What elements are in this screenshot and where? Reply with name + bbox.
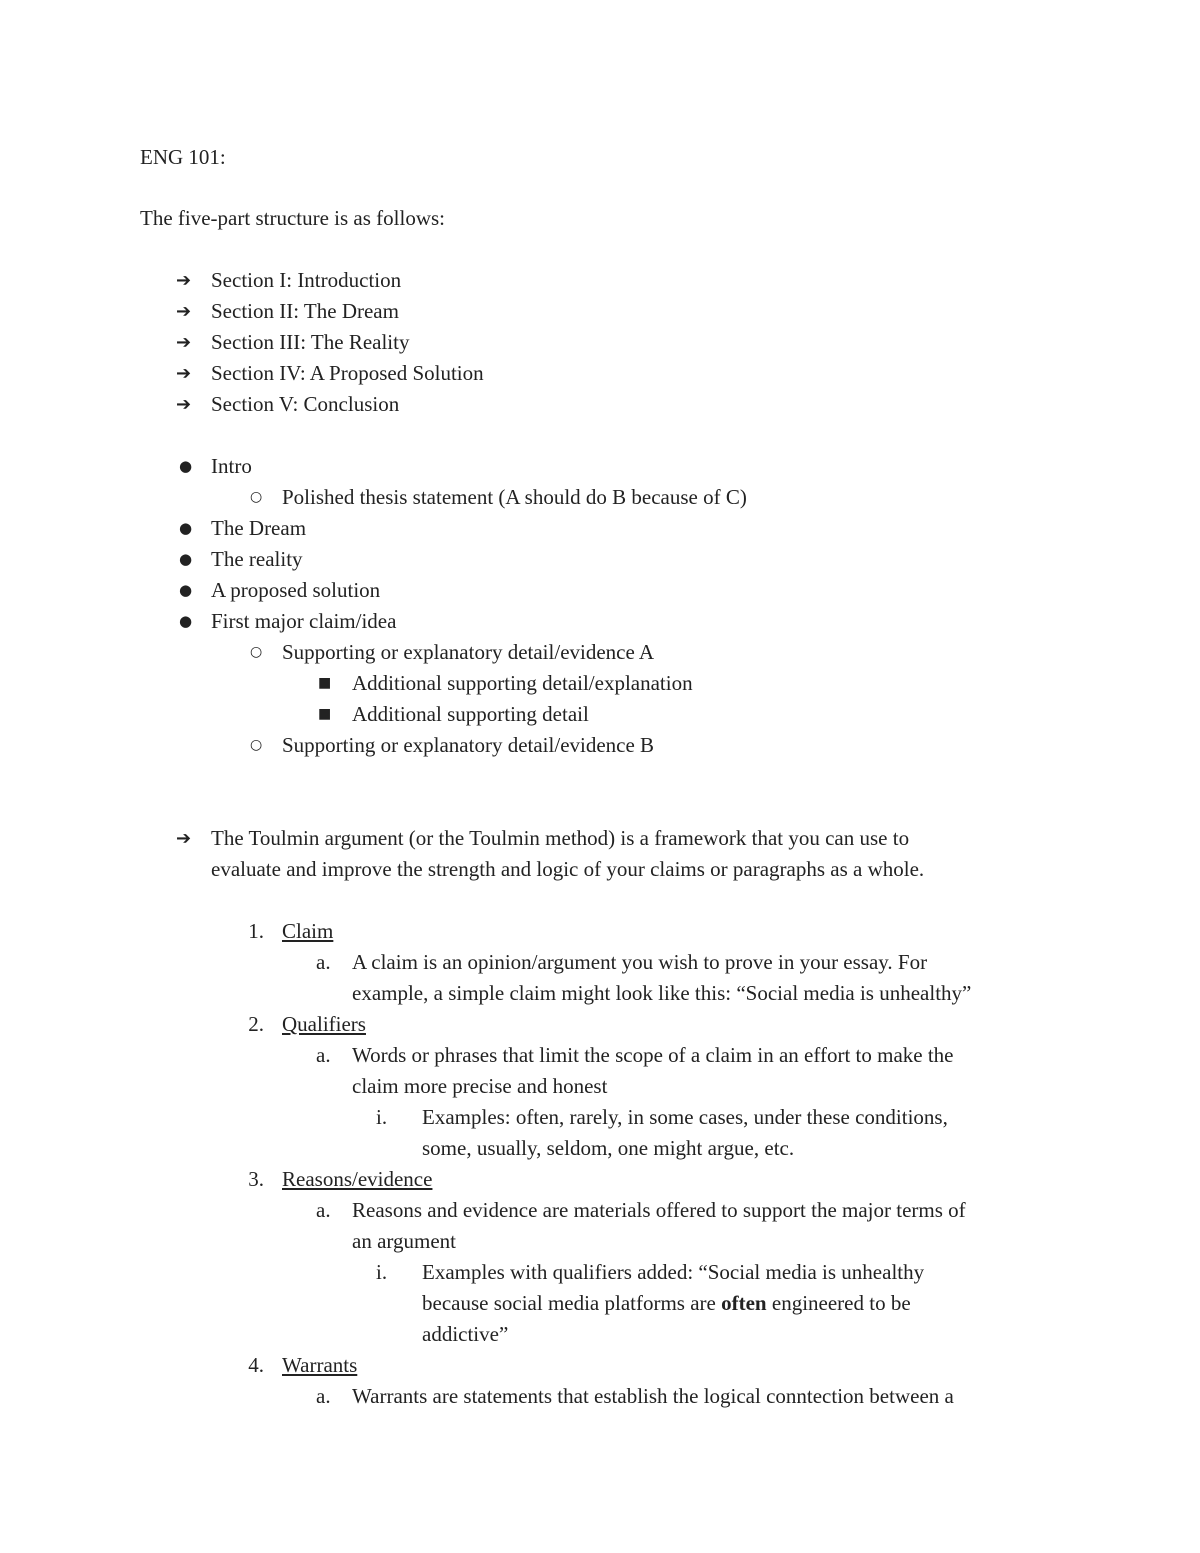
reasons-example-line-3: addictive” [422, 1322, 509, 1346]
outline-subitem-thesis: Polished thesis statement (A should do B because of C) [282, 485, 747, 509]
filled-square-bullet-icon: ■ [318, 675, 332, 691]
outline-detail-additional-1: Additional supporting detail/explanation [352, 671, 693, 695]
outline-subitem-support-b: Supporting or explanatory detail/evidence B [282, 733, 655, 757]
qualifiers-desc-line-1: Words or phrases that limit the scope of a claim in an effort to make the [352, 1043, 954, 1067]
list-number: 3. [248, 1167, 264, 1191]
list-number: 2. [248, 1012, 264, 1036]
list-roman: i. [376, 1105, 388, 1129]
list-number: 1. [248, 919, 264, 943]
filled-circle-bullet-icon: ● [179, 519, 193, 537]
reasons-desc-line-1: Reasons and evidence are materials offered to support the major terms of [352, 1198, 966, 1222]
section-item: Section V: Conclusion [211, 392, 400, 416]
outline-item-reality: The reality [211, 547, 303, 571]
section-item: Section IV: A Proposed Solution [211, 361, 484, 385]
item-title-reasons: Reasons/evidence [282, 1167, 433, 1191]
reasons-example-line-2 [422, 1288, 911, 1319]
filled-circle-bullet-icon: ● [179, 581, 193, 599]
filled-circle-bullet-icon: ● [179, 612, 193, 630]
list-letter: a. [316, 1384, 331, 1408]
toulmin-line-1: The Toulmin argument (or the Toulmin method) is a framework that you can use to [211, 826, 910, 850]
hollow-circle-bullet-icon: ○ [250, 737, 263, 753]
right-arrow-icon: ➔ [176, 270, 192, 291]
reasons-example-bold: often [721, 1291, 767, 1315]
section-item: Section III: The Reality [211, 330, 410, 354]
warrants-desc-line-1: Warrants are statements that establish the logical conntection between a [352, 1384, 954, 1408]
outline-item-first-claim: First major claim/idea [211, 609, 397, 633]
right-arrow-icon: ➔ [176, 394, 192, 415]
reasons-example-pre: because social media platforms are [422, 1291, 722, 1315]
list-letter: a. [316, 1198, 331, 1222]
outline-item-dream: The Dream [211, 516, 307, 540]
filled-circle-bullet-icon: ● [179, 550, 193, 568]
outline-item-intro: Intro [211, 454, 252, 478]
intro-line: The five-part structure is as follows: [140, 206, 445, 230]
right-arrow-icon: ➔ [176, 363, 192, 384]
document-header: ENG 101: [140, 145, 226, 169]
outline-item-solution: A proposed solution [211, 578, 381, 602]
right-arrow-icon: ➔ [176, 828, 192, 849]
item-title-qualifiers: Qualifiers [282, 1012, 366, 1036]
filled-circle-bullet-icon: ● [179, 457, 193, 475]
qualifiers-example-line-1: Examples: often, rarely, in some cases, under these conditions, [422, 1105, 948, 1129]
section-item: Section I: Introduction [211, 268, 402, 292]
toulmin-line-2: evaluate and improve the strength and logic of your claims or paragraphs as a whole. [211, 857, 925, 881]
hollow-circle-bullet-icon: ○ [250, 489, 263, 505]
outline-detail-additional-2: Additional supporting detail [352, 702, 589, 726]
qualifiers-example-line-2: some, usually, seldom, one might argue, etc. [422, 1136, 795, 1160]
reasons-desc-line-2: an argument [352, 1229, 456, 1253]
list-roman: i. [376, 1260, 388, 1284]
hollow-circle-bullet-icon: ○ [250, 644, 263, 660]
claim-desc-line-2: example, a simple claim might look like this: “Social media is unhealthy” [352, 981, 972, 1005]
outline-subitem-support-a: Supporting or explanatory detail/evidence A [282, 640, 655, 664]
right-arrow-icon: ➔ [176, 301, 192, 322]
reasons-example-line-1: Examples with qualifiers added: “Social media is unhealthy [422, 1260, 925, 1284]
claim-desc-line-1: A claim is an opinion/argument you wish to prove in your essay. For [352, 950, 928, 974]
item-title-warrants: Warrants [282, 1353, 358, 1377]
list-letter: a. [316, 950, 331, 974]
reasons-example-post: engineered to be [766, 1291, 911, 1315]
filled-square-bullet-icon: ■ [318, 706, 332, 722]
right-arrow-icon: ➔ [176, 332, 192, 353]
item-title-claim: Claim [282, 919, 334, 943]
list-number: 4. [248, 1353, 264, 1377]
list-letter: a. [316, 1043, 331, 1067]
section-item: Section II: The Dream [211, 299, 399, 323]
qualifiers-desc-line-2: claim more precise and honest [352, 1074, 608, 1098]
